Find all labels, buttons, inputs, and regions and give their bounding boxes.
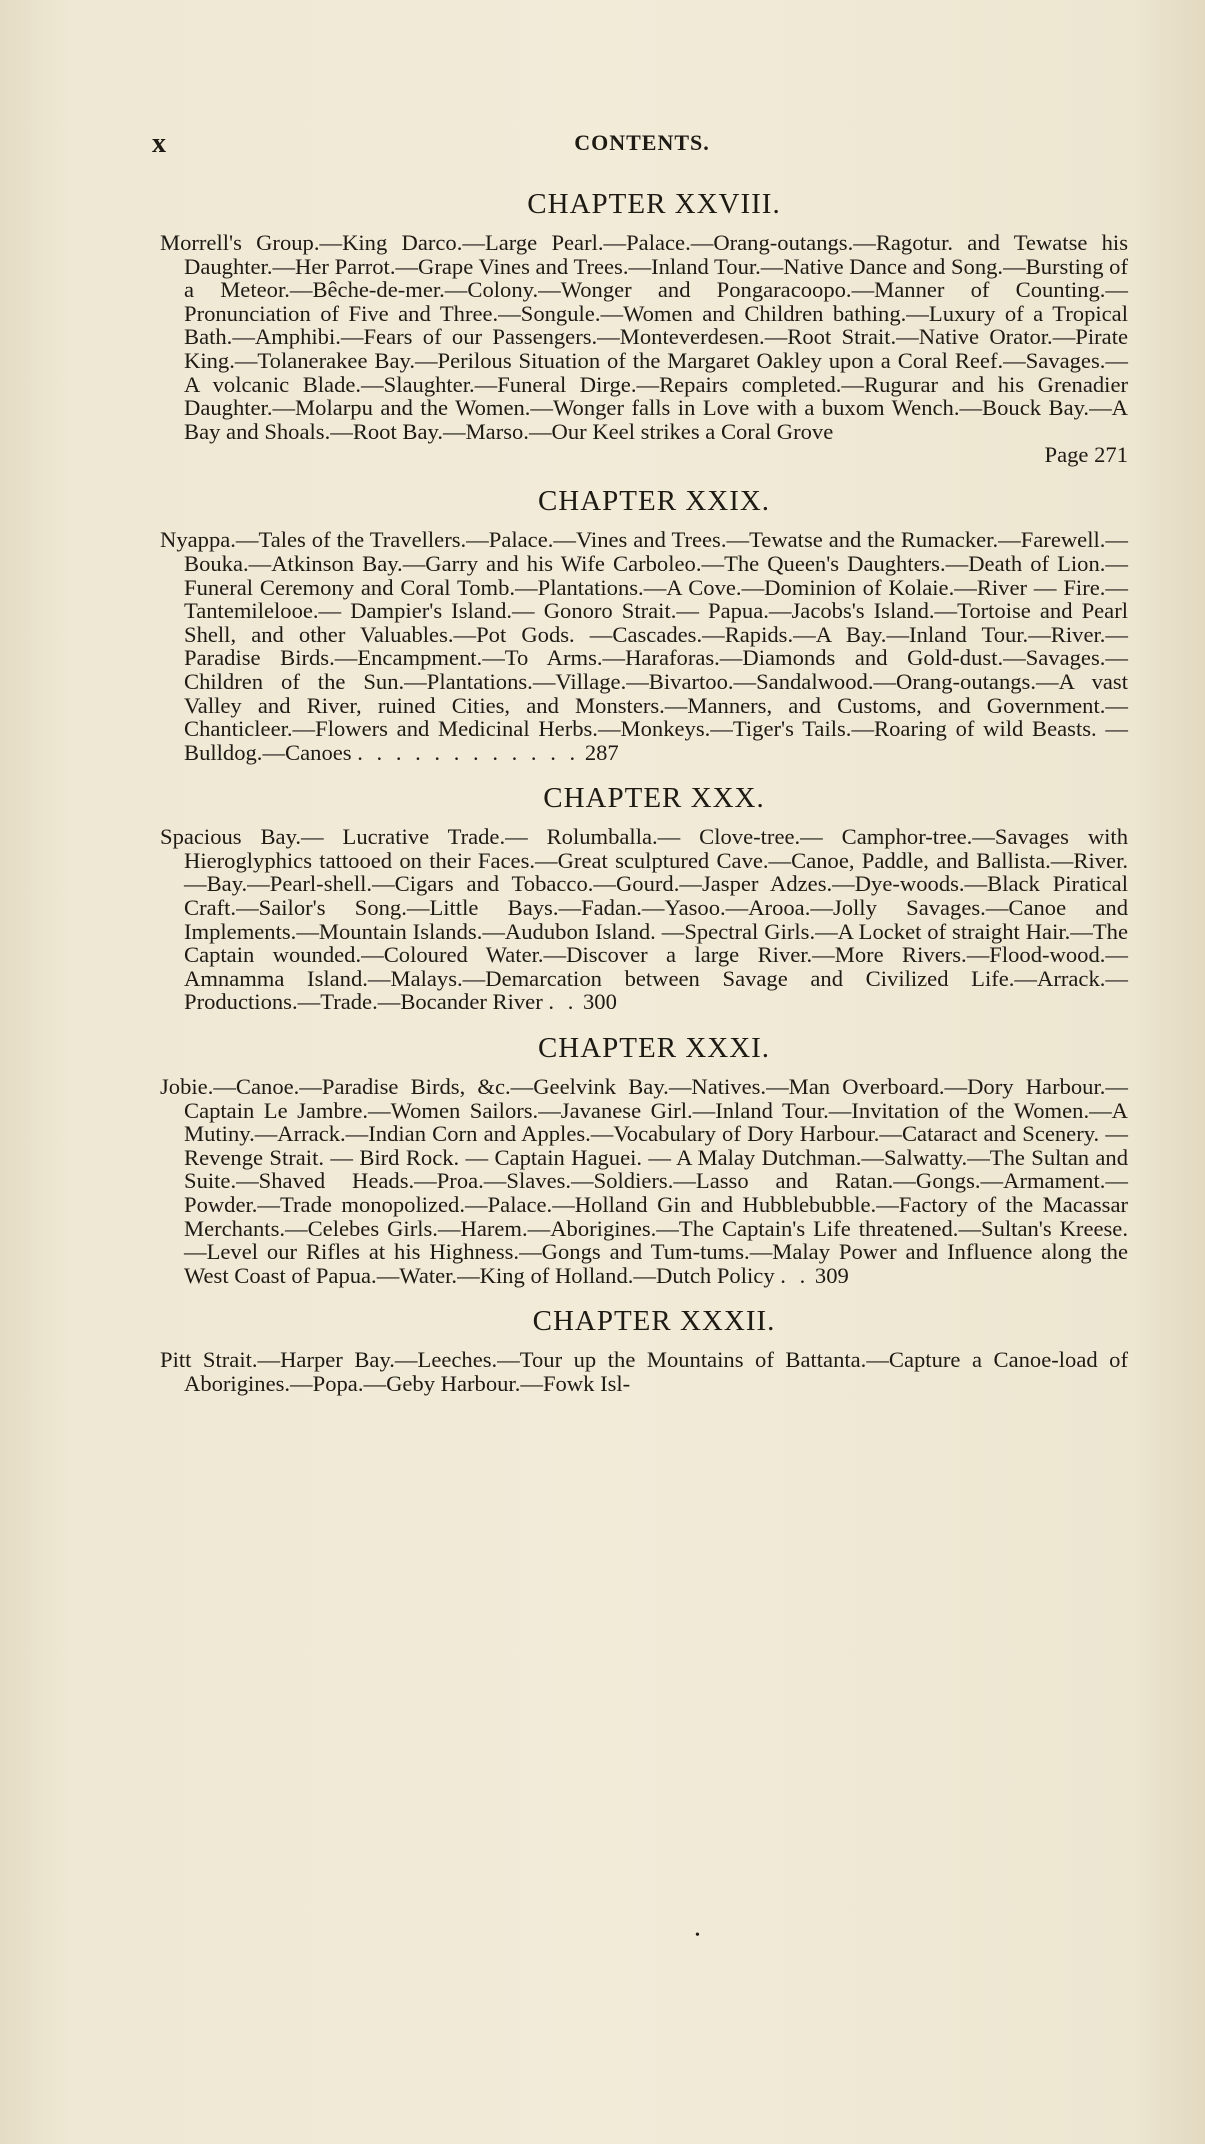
chapter-summary (160, 1348, 1128, 1395)
chapter-title: CHAPTER XXVIII. (527, 188, 781, 220)
chapter-entry (160, 1305, 1128, 1395)
chapter-entry (160, 188, 1128, 467)
running-head: CONTENTS. (574, 130, 710, 155)
page-number: 287 (584, 739, 619, 765)
chapter-summary (160, 528, 1128, 764)
page-number: Page 271 (1044, 442, 1128, 468)
chapter-summary-text: Nyappa.—Tales of the Travellers.—Palace.—Vines and Trees.—Tewatse and the Rumacker.—Farewell.—Bouka.—Atkinson Bay.—Garry and his Wife Carboleo.—The Queen's Daughters.—Death of Lion.—Funeral Ceremony and Coral Tomb.—Plantations.—A Cove.—Dominion of Kolaie.—River — Fire.—Tantemilelooe.— Dampier's Island.— Gonoro Strait.— Papua.—Jacobs's Island.—Tortoise and Pearl Shell, and other Valuables.—Pot Gods. —Cascades.—Rapids.—A Bay.—Inland Tour.—River.—Paradise Birds.—Encampment.—To Arms.—Haraforas.—Diamonds and Gold-dust.—Savages.—Children of the Sun.—Plantations.—Village.—Bivartoo.—Sandalwood.—Orang-outangs.—A vast Valley and River, ruined Cities, and Monsters.—Manners, and Customs, and Government.—Chanticleer.—Flowers and Medicinal Herbs.—Monkeys.—Tiger's Tails.—Roaring of wild Beasts. —Bulldog.—Canoes (160, 527, 1128, 765)
chapter-summary-text: Jobie.—Canoe.—Paradise Birds, &c.—Geelvink Bay.—Natives.—Man Overboard.—Dory Harbour.—Captain Le Jambre.—Women Sailors.—Javanese Girl.—Inland Tour.—Invitation of the Women.—A Mutiny.—Arrack.—Indian Corn and Apples.—Vocabulary of Dory Harbour.—Cataract and Scenery. — Revenge Strait. — Bird Rock. — Captain Haguei. — A Malay Dutchman.—Salwatty.—The Sultan and Suite.—Shaved Heads.—Proa.—Slaves.—Soldiers.—Lasso and Ratan.—Gongs.—Armament.—Powder.—Trade monopolized.—Palace.—Holland Gin and Hubblebubble.—Factory of the Macassar Merchants.—Celebes Girls.—Harem.—Aborigines.—The Captain's Life threatened.—Sultan's Kreese.—Level our Rifles at his Highness.—Gongs and Tum-tums.—Malay Power and Influence along the West Coast of Papua.—Water.—King of Holland.—Dutch Policy (160, 1074, 1128, 1288)
contents-body (160, 188, 1128, 1414)
chapter-page-ref (160, 443, 1128, 467)
dot-leader: . . . . . . . . . . . . (357, 739, 580, 765)
chapter-summary-text: Morrell's Group.—King Darco.—Large Pearl.—Palace.—Orang-outangs.—Ragotur. and Tewatse his Daughter.—Her Parrot.—Grape Vines and Trees.—Inland Tour.—Native Dance and Song.—Bursting of a Meteor.—Bêche-de-mer.—Colony.—Wonger and Pongaracoopo.—Manner of Counting.—Pronunciation of Five and Three.—Songule.—Women and Children bathing.—Luxury of a Tropical Bath.—Amphibi.—Fears of our Passengers.—Monteverdesen.—Root Strait.—Native Orator.—Pirate King.—Tolanerakee Bay.—Perilous Situation of the Margaret Oakley upon a Coral Reef.—Savages.—A volcanic Blade.—Slaughter.—Funeral Dirge.—Repairs completed.—Rugurar and his Grenadier Daughter.—Molarpu and the Women.—Wonger falls in Love with a buxom Wench.—Bouck Bay.—A Bay and Shoals.—Root Bay.—Marso.—Our Keel strikes a Coral Grove (160, 230, 1128, 444)
chapter-title: CHAPTER XXIX. (537, 485, 771, 518)
page-header (152, 128, 1132, 168)
chapter-title: CHAPTER XXX. (543, 782, 765, 815)
chapter-summary-text: Pitt Strait.—Harper Bay.—Leeches.—Tour up the Mountains of Battanta.—Capture a Canoe-load of Aborigines.—Popa.—Geby Harbour.—Fowk Isl- (160, 1347, 1128, 1396)
chapter-summary-text: Spacious Bay.— Lucrative Trade.— Rolumballa.— Clove-tree.— Camphor-tree.—Savages with Hieroglyphics tattooed on their Faces.—Great sculptured Cave.—Canoe, Paddle, and Ballista.—River.—Bay.—Pearl-shell.—Cigars and Tobacco.—Gourd.—Jasper Adzes.—Dye-woods.—Black Piratical Craft.—Sailor's Song.—Little Bays.—Fadan.—Yasoo.—Arooa.—Jolly Savages.—Canoe and Implements.—Mountain Islands.—Audubon Island. —Spectral Girls.—A Locket of straight Hair.—The Captain wounded.—Coloured Water.—Discover a large River.—More Rivers.—Flood-wood.—Amnamma Island.—Malays.—Demarcation between Savage and Civilized Life.—Arrack.—Productions.—Trade.—Bocander River (160, 824, 1128, 1015)
page-number: 309 (814, 1262, 849, 1288)
page-folio: x (152, 128, 166, 159)
chapter-title: CHAPTER XXXI. (537, 1032, 771, 1065)
chapter-entry (160, 485, 1128, 764)
chapter-title: CHAPTER XXXII. (532, 1305, 776, 1338)
chapter-entry (160, 782, 1128, 1014)
page-number: 300 (583, 989, 617, 1015)
chapter-entry (160, 1032, 1128, 1287)
dot-leader: . . (548, 989, 578, 1015)
chapter-summary (160, 231, 1128, 443)
chapter-summary (160, 825, 1128, 1014)
chapter-summary (160, 1075, 1128, 1287)
footer-mark: • (695, 1928, 700, 1943)
dot-leader: . . (780, 1262, 810, 1288)
